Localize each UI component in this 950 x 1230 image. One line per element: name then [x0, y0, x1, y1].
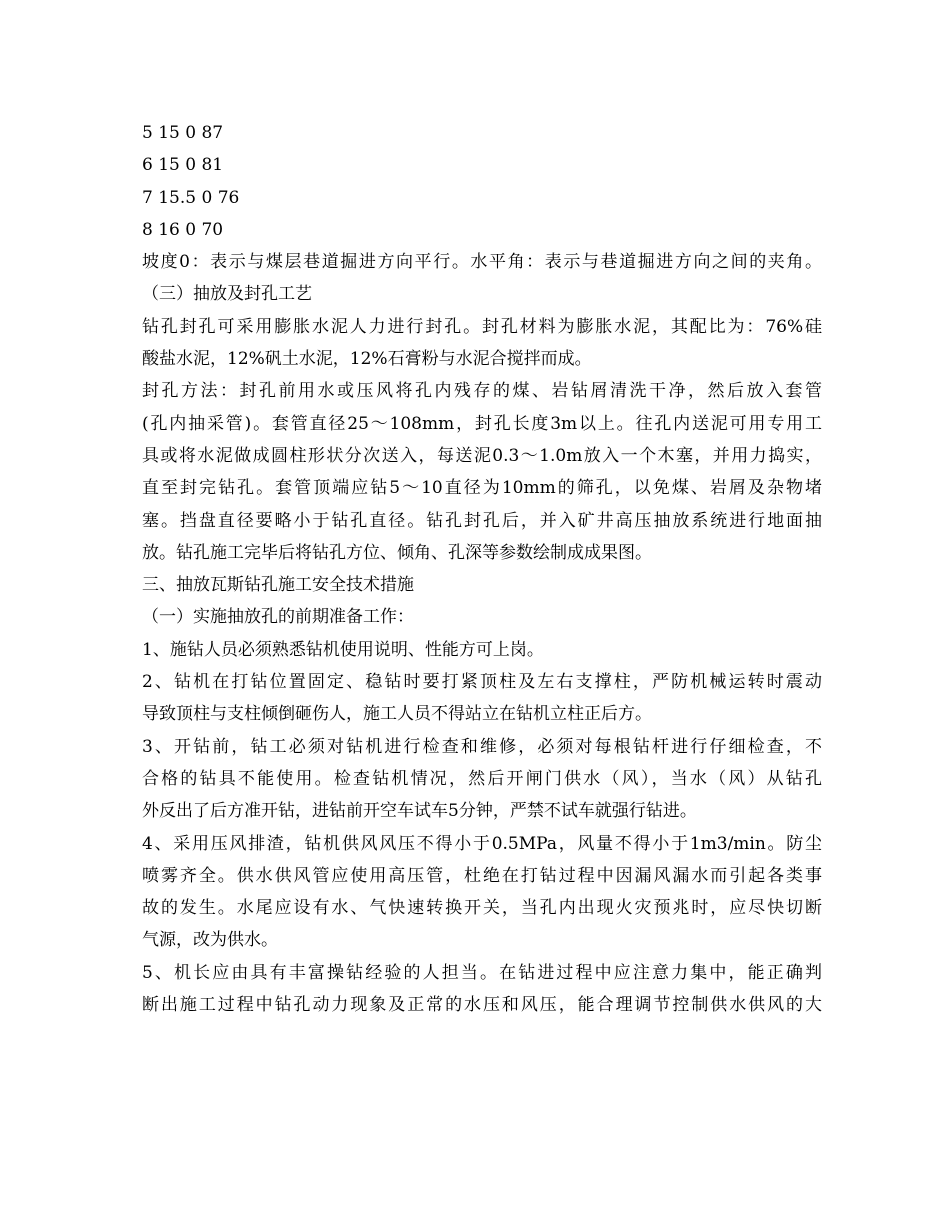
- text-line: 导致顶柱与支柱倾倒砸伤人，施工人员不得站立在钻机立柱正后方。: [142, 704, 652, 725]
- text-line: 气源，改为供水。: [142, 930, 278, 951]
- text-line: 6 15 0 81: [142, 155, 224, 176]
- text-line: （一）实施抽放孔的前期准备工作：: [142, 607, 414, 628]
- text-line: 4、采用压风排渣，钻机供风风压不得小于0.5MPa，风量不得小于1m3/min。防尘: [142, 833, 822, 854]
- text-line: 坡度0：表示与煤层巷道掘进方向平行。水平角：表示与巷道掘进方向之间的夹角。: [142, 252, 822, 273]
- text-line: 塞。挡盘直径要略小于钻孔直径。钻孔封孔后，并入矿井高压抽放系统进行地面抽: [142, 510, 822, 531]
- text-line: 1、施钻人员必须熟悉钻机使用说明、性能方可上岗。: [142, 639, 544, 660]
- text-line: 2、钻机在打钻位置固定、稳钻时要打紧顶柱及左右支撑柱，严防机械运转时震动: [142, 672, 822, 693]
- text-line: 7 15.5 0 76: [142, 187, 240, 208]
- text-line: 3、开钻前，钻工必须对钻机进行检查和维修，必须对每根钻杆进行仔细检查，不: [142, 736, 822, 757]
- text-line: 直至封完钻孔。套管顶端应钻5～10直径为10mm的筛孔，以免煤、岩屑及杂物堵: [142, 478, 822, 499]
- text-line: 断出施工过程中钻孔动力现象及正常的水压和风压，能合理调节控制供水供风的大: [142, 995, 822, 1016]
- text-line: 5 15 0 87: [142, 123, 224, 143]
- text-line: 5、机长应由具有丰富操钻经验的人担当。在钻进过程中应注意力集中，能正确判: [142, 962, 822, 983]
- text-line: 合格的钻具不能使用。检查钻机情况，然后开闸门供水（风），当水（风）从钻孔: [142, 768, 822, 789]
- text-line: 钻孔封孔可采用膨胀水泥人力进行封孔。封孔材料为膨胀水泥，其配比为：76%硅: [142, 316, 822, 337]
- text-line: 故的发生。水尾应设有水、气快速转换开关，当孔内出现火灾预兆时，应尽快切断: [142, 898, 822, 919]
- document-body: [142, 117, 822, 1021]
- text-line: 三、抽放瓦斯钻孔施工安全技术措施: [142, 575, 414, 596]
- text-line: 喷雾齐全。供水供风管应使用高压管，杜绝在打钻过程中因漏风漏水而引起各类事: [142, 865, 822, 886]
- text-line: 放。钻孔施工完毕后将钻孔方位、倾角、孔深等参数绘制成成果图。: [142, 542, 652, 563]
- text-line: （三）抽放及封孔工艺: [142, 284, 312, 305]
- text-line: (孔内抽采管)。套管直径25～108mm，封孔长度3m以上。往孔内送泥可用专用工: [142, 413, 822, 434]
- text-line: 封孔方法：封孔前用水或压风将孔内残存的煤、岩钻屑清洗干净，然后放入套管: [142, 381, 822, 402]
- text-line: 8 16 0 70: [142, 219, 224, 240]
- text-line: 具或将水泥做成圆柱形状分次送入，每送泥0.3～1.0m放入一个木塞，并用力捣实，: [142, 445, 822, 466]
- text-line: 外反出了后方准开钻，进钻前开空车试车5分钟，严禁不试车就强行钻进。: [142, 801, 697, 822]
- text-line: 酸盐水泥，12%矾土水泥，12%石膏粉与水泥合搅拌而成。: [142, 349, 592, 370]
